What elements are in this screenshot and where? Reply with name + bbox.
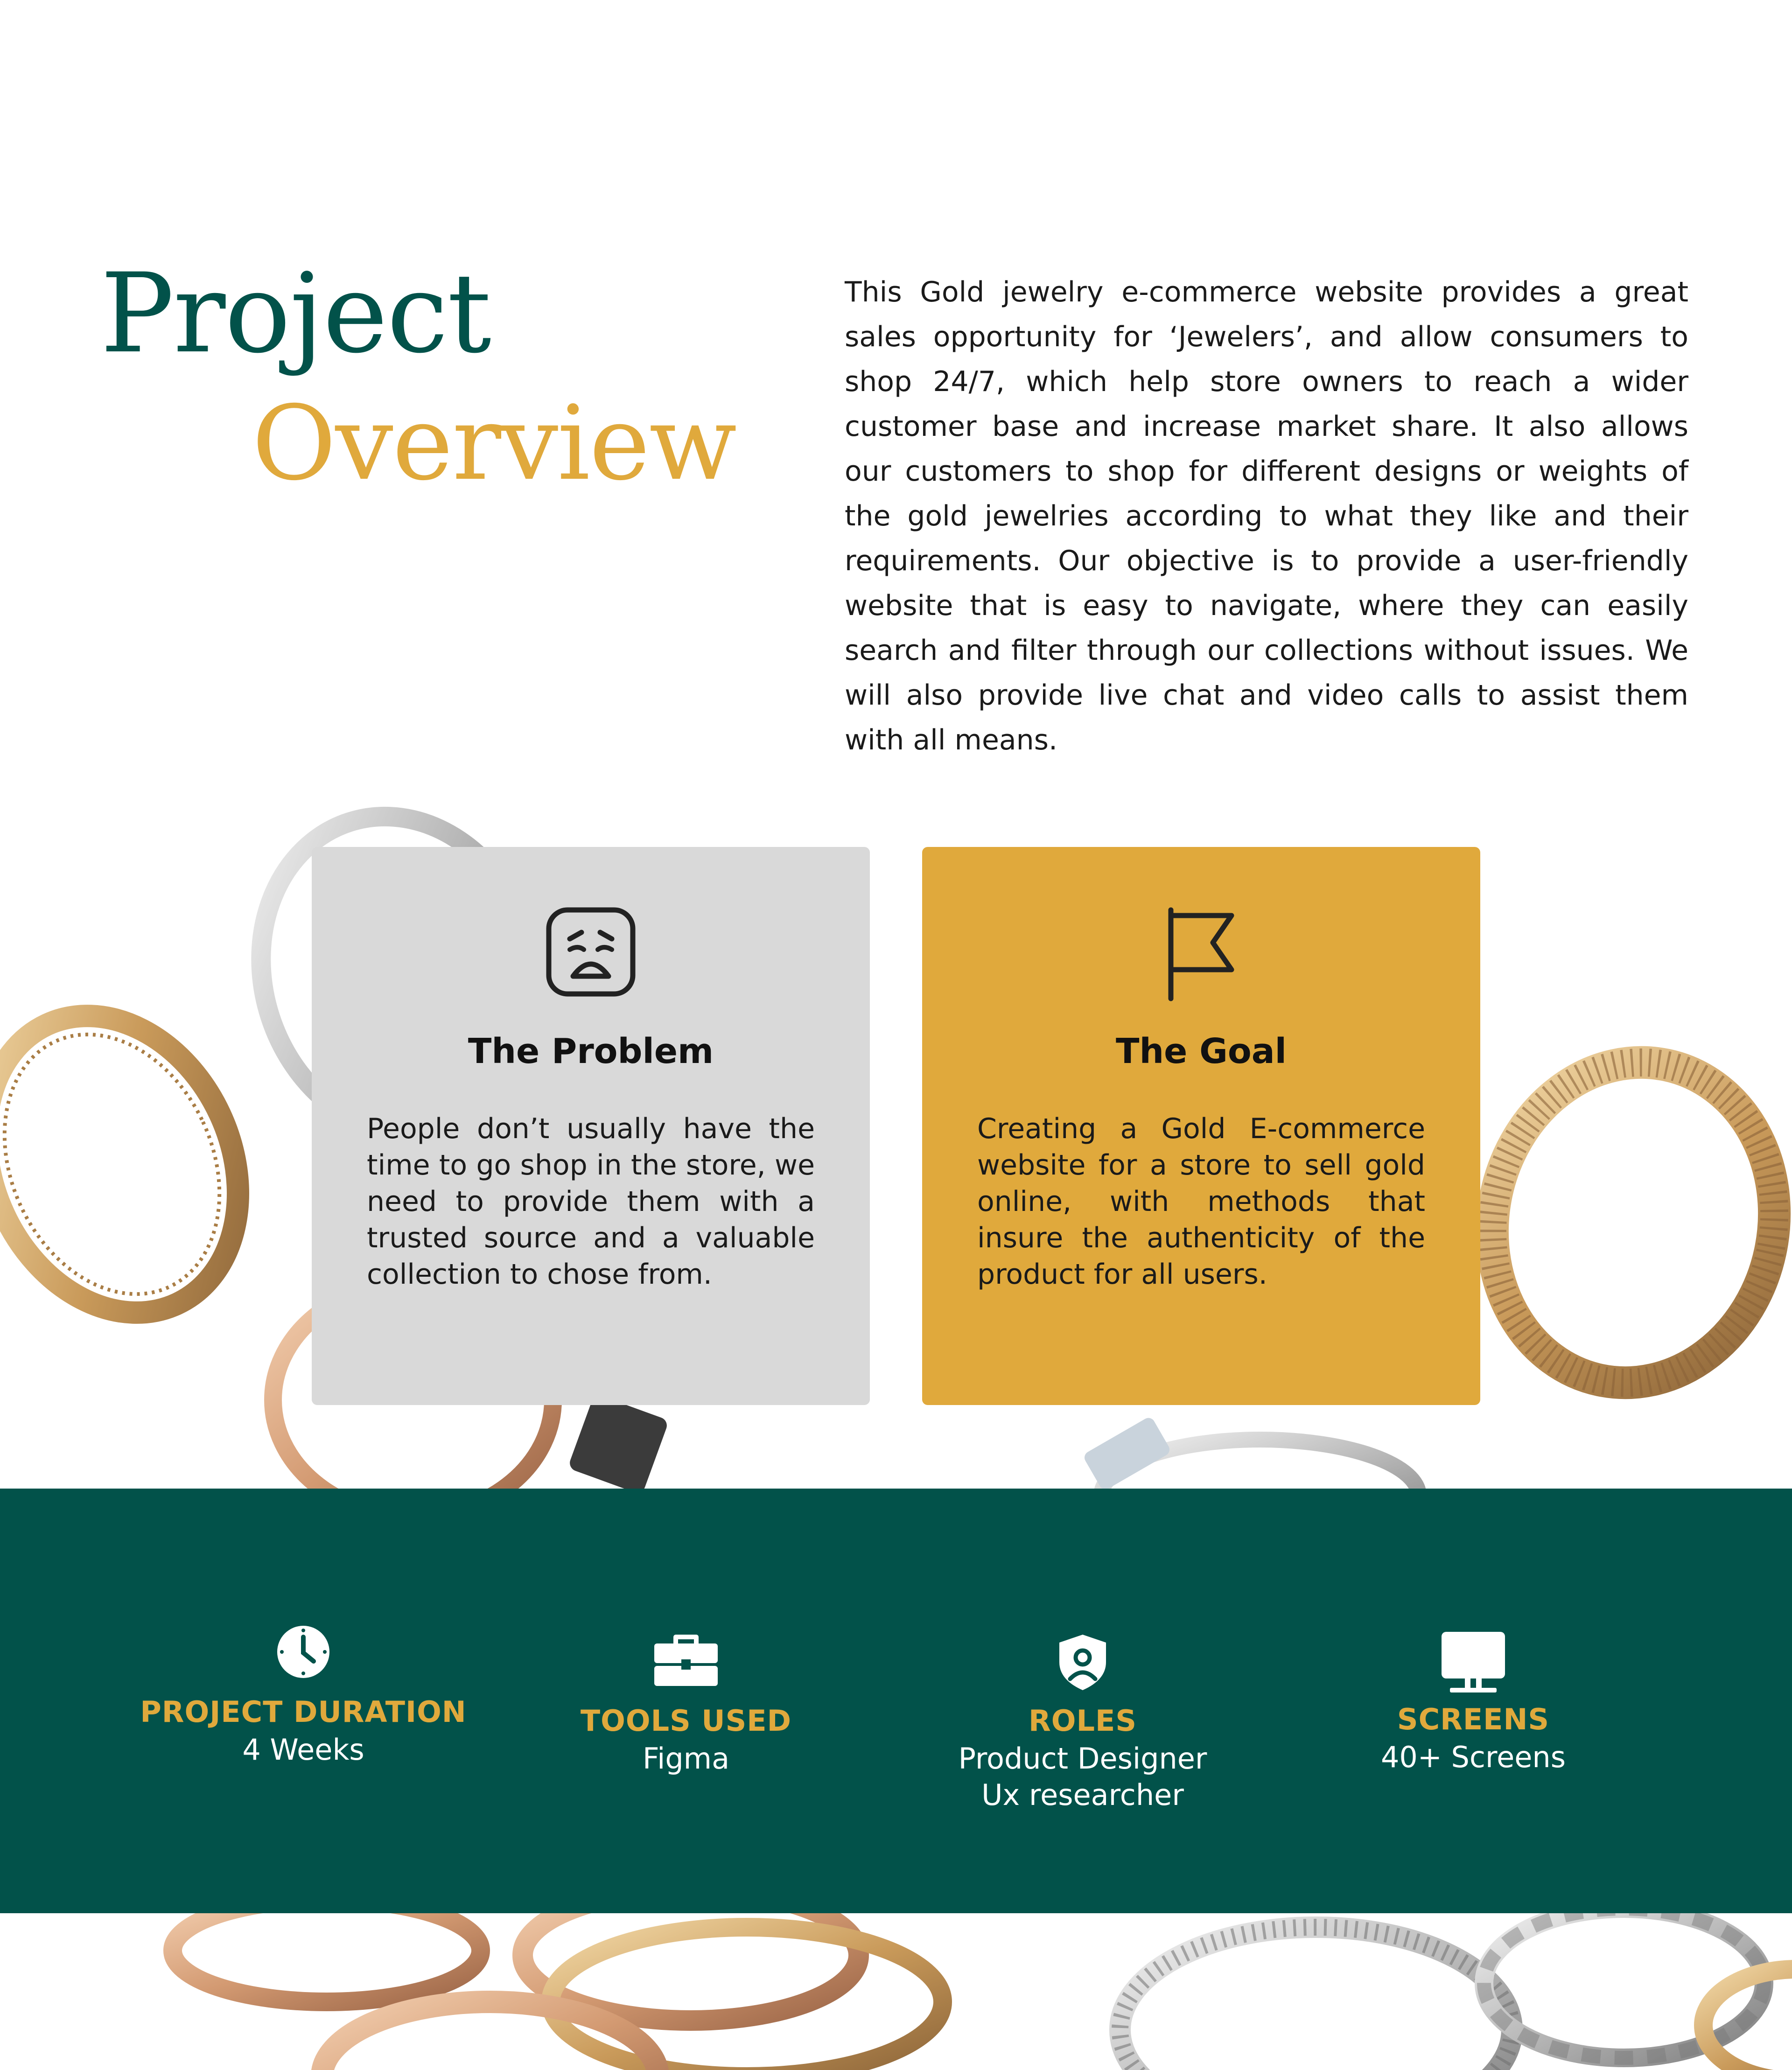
problem-title: The Problem bbox=[468, 1031, 714, 1071]
flag-icon bbox=[1162, 905, 1241, 1003]
stat-duration-value: 4 Weeks bbox=[242, 1733, 364, 1767]
clock-icon bbox=[275, 1624, 331, 1680]
stat-screens-value: 40+ Screens bbox=[1380, 1740, 1566, 1774]
stat-roles-label: ROLES bbox=[1029, 1704, 1137, 1738]
stat-screens-label: SCREENS bbox=[1397, 1702, 1550, 1736]
title-project: Project bbox=[100, 250, 490, 378]
stat-duration-label: PROJECT DURATION bbox=[140, 1695, 467, 1729]
stat-screens bbox=[1263, 1631, 1683, 1776]
stat-project-duration bbox=[93, 1624, 513, 1768]
stat-roles-value-2: Ux researcher bbox=[981, 1778, 1184, 1812]
shield-user-icon bbox=[1057, 1633, 1108, 1692]
goal-text: Creating a Gold E-commerce website for a store to sell gold online, with methods that insure the authenticity of the product for all users. bbox=[977, 1112, 1425, 1291]
stat-tools-used bbox=[476, 1633, 896, 1777]
stat-tools-value: Figma bbox=[642, 1741, 730, 1776]
monitor-icon bbox=[1441, 1631, 1506, 1694]
briefcase-icon bbox=[653, 1633, 719, 1687]
title-overview: Overview bbox=[252, 384, 736, 503]
sad-face-icon bbox=[544, 905, 637, 999]
project-stats-band bbox=[0, 1489, 1792, 1913]
goal-card bbox=[922, 847, 1480, 1405]
stat-tools-label: TOOLS USED bbox=[580, 1704, 792, 1738]
intro-paragraph: This Gold jewelry e-commerce website provides a great sales opportunity for ‘Jewelers’, and allow consumers to shop 24/7, which help store owners to reach a wider customer base and increase market share. It also allows our customers to shop for different designs or weights of the gold jewelries according to what they like and their requirements. Our objective is to provide a user-friendly website that is easy to navigate, where they can easily search and filter through our collections without issues. We will also provide live chat and video calls to assist them with all means. bbox=[845, 276, 1688, 756]
stat-roles bbox=[873, 1633, 1293, 1813]
problem-text: People don’t usually have the time to go shop in the store, we need to provide them with a trusted source and a valuable collection to chose from. bbox=[367, 1112, 815, 1291]
goal-title: The Goal bbox=[1116, 1031, 1287, 1071]
problem-card bbox=[312, 847, 870, 1405]
stat-roles-value-1: Product Designer bbox=[958, 1741, 1207, 1776]
